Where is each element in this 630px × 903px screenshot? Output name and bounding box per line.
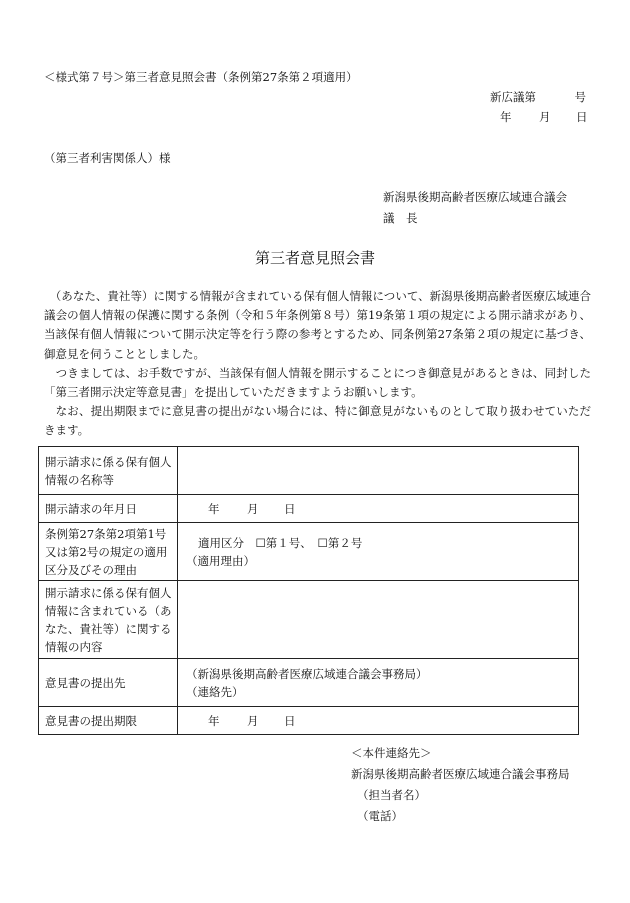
row-value-submit-to (178, 659, 579, 707)
table-row (39, 581, 579, 659)
contact-block (351, 745, 570, 829)
issue-date-month: 月 (539, 110, 551, 124)
row-value-deadline: 年 月 日 (178, 707, 579, 735)
submit-contact: （連絡先） (186, 684, 244, 699)
issue-date-year: 年 (500, 110, 512, 124)
row-label-category: 条例第27条第2項第1号又は第2号の規定の適用区分及びその理由 (39, 523, 178, 581)
document-number-prefix: 新広議第 (490, 90, 536, 104)
table-row (39, 707, 579, 735)
row-value-category (178, 523, 579, 581)
row-label-deadline: 意見書の提出期限 (39, 707, 178, 735)
row-value-info-content (178, 581, 579, 659)
document-number-suffix: 号 (574, 90, 586, 104)
sender-organization: 新潟県後期高齢者医療広域連合議会 (383, 190, 567, 204)
table-row (39, 447, 579, 495)
row-label-request-date: 開示請求の年月日 (39, 495, 178, 523)
inquiry-table (38, 446, 579, 735)
category-checkboxes[interactable]: 適用区分 ☐第１号、 ☐第２号 (198, 535, 363, 550)
contact-person: （担当者名） (357, 788, 426, 802)
table-row (39, 495, 579, 523)
document-title: 第三者意見照会書 (254, 249, 375, 267)
submit-office: （新潟県後期高齢者医療広域連合議会事務局） (186, 666, 428, 681)
row-label-info-content: 開示請求に係る保有個人情報に含まれている（あなた、貴社等）に関する情報の内容 (39, 581, 178, 659)
body-paragraph-3: なお、提出期限までに意見書の提出がない場合には、特に御意見がないものとして取り扱わせていただきます。 (44, 404, 592, 438)
row-label-info-name: 開示請求に係る保有個人情報の名称等 (39, 447, 178, 495)
row-value-request-date: 年 月 日 (178, 495, 579, 523)
sender-title: 議 長 (383, 211, 418, 225)
addressee: （第三者利害関係人）様 (44, 151, 171, 165)
issue-date-day: 日 (576, 110, 588, 124)
contact-office: 新潟県後期高齢者医療広域連合議会事務局 (351, 767, 570, 781)
category-reason: （適用理由） (186, 553, 255, 568)
table-row (39, 523, 579, 581)
form-number-label: ＜様式第７号＞第三者意見照会書（条例第27条第２項適用） (44, 70, 358, 84)
row-label-submit-to: 意見書の提出先 (39, 659, 178, 707)
body-paragraph-2: つきましては、お手数ですが、当該保有個人情報を開示することにつき御意見があるときは、同封した「第三者開示決定等意見書」を提出していただきますようお願いします。 (44, 365, 592, 400)
body-text (44, 287, 591, 441)
contact-heading: ＜本件連絡先＞ (351, 746, 432, 760)
row-value-info-name (178, 447, 579, 495)
body-paragraph-1: （あなた、貴社等）に関する情報が含まれている保有個人情報について、新潟県後期高齢者医療広域連合議会の個人情報の保護に関する条例（令和５年条例第８号）第19条第１項の規定による開示請求があり、当該保有個人情報について開示決定等を行う際の参考とするため、同条例第27条第２項の規定に基づき、御意見を伺うこととしました。 (44, 289, 591, 361)
contact-phone: （電話） (357, 809, 403, 823)
table-row (39, 659, 579, 707)
